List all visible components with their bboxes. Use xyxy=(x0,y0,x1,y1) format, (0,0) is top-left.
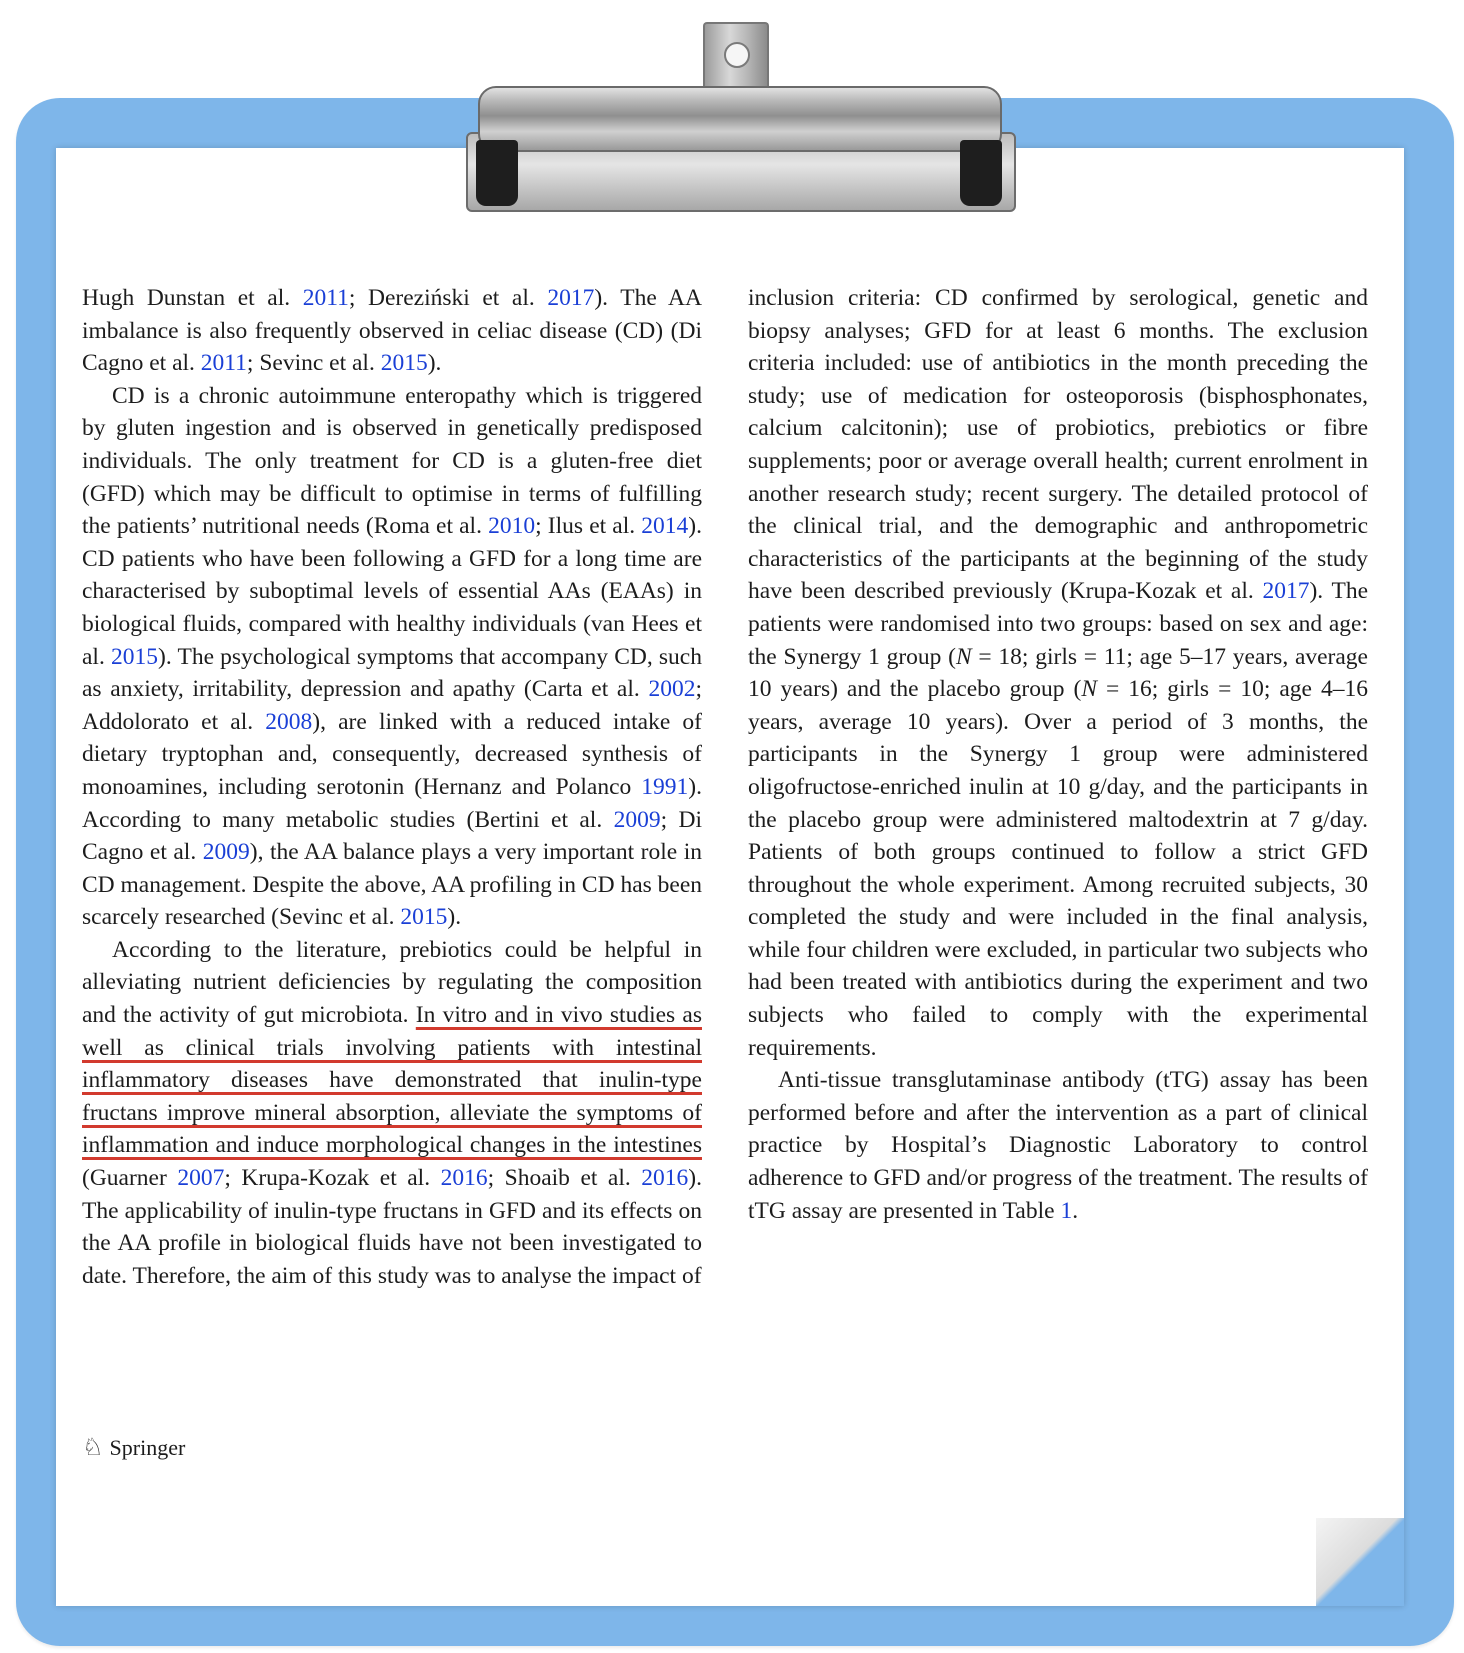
right-paragraph-2 xyxy=(748,1064,1368,1227)
citation-link[interactable]: 2011 xyxy=(302,285,349,311)
left-paragraph-1 xyxy=(82,282,702,380)
citation-link[interactable]: 2016 xyxy=(641,1165,689,1192)
text-run: ), are linked with a reduced intake of dietary tryptophan and, consequently, decreased synthesis of monoamines, including serotonin (Hernanz and Polanco xyxy=(82,708,702,800)
text-run: ; Shoaib et al. xyxy=(487,1165,642,1192)
citation-link[interactable]: 2002 xyxy=(648,676,696,703)
left-column xyxy=(82,282,702,1292)
text-run: ; Addolorato et al. xyxy=(82,676,702,735)
text-run: ; Krupa-Kozak et al. xyxy=(224,1165,441,1192)
right-column xyxy=(748,282,1368,1227)
text-run: . xyxy=(1072,1197,1079,1224)
text-run: ; Sevinc et al. xyxy=(246,350,381,377)
text-run: ). The AA imbalance is also frequently observed in celiac disease (CD) (Di Cagno et al. xyxy=(82,285,702,377)
citation-link[interactable]: 1991 xyxy=(641,773,689,800)
text-run: ; Ilus et al. xyxy=(535,513,642,540)
text-run: ; Dereziński et al. xyxy=(348,285,548,311)
text-run: = 16; girls = 10; age 4–16 years, average 10 years). Over a period of 3 months, the participants in the Synergy 1 group were administered oligofructose-enriched inulin at 10 g/day, and the participants in the placebo group were administered maltodextrin at 7 g/day. Patients of both groups continued to follow a strict GFD throughout the whole experiment. Among recruited subjects, 30 completed the study and were included in the final analysis, while four children were excluded, in particular two subjects who had been treated with antibiotics during the experiment and two subjects who failed to comply with the experimental requirements. xyxy=(748,676,1368,1061)
text-run: inclusion criteria: CD confirmed by serological, genetic and biopsy analyses; GFD for at least 6 months. The exclusion criteria included: use of antibiotics in the month preceding the study; use of medication for osteoporosis (bisphosphonates, calcium calcitonin); use of probiotics, prebiotics or fibre supplements; poor or average overall health; current enrolment in another research study; recent surgery. The detailed protocol of the clinical trial, and the demographic and anthropometric characteristics of the participants at the beginning of the study have been described previously (Krupa-Kozak et al. xyxy=(748,285,1368,605)
text-run: ). xyxy=(447,904,462,931)
citation-link[interactable]: 2008 xyxy=(265,708,313,735)
clip-hole xyxy=(724,42,750,68)
left-paragraph-2 xyxy=(82,380,702,934)
citation-link[interactable]: 2015 xyxy=(400,904,448,931)
citation-link[interactable]: 2010 xyxy=(488,513,536,540)
text-run: (Guarner xyxy=(82,1165,178,1192)
text-run: ). xyxy=(427,350,442,377)
text-run: ). According to many metabolic studies (Bertini et al. xyxy=(82,773,702,833)
citation-link[interactable]: 2011 xyxy=(200,350,247,377)
text-run: = 18; girls = 11; age 5–17 years, average 10 years) and the placebo group ( xyxy=(748,643,1368,703)
text-run: ). CD patients who have been following a GFD for a long time are characterised by suboptimal levels of essential AAs (EAAs) in biological fluids, compared with healthy individuals (van Hees et al. xyxy=(82,513,702,670)
citation-link[interactable]: 2014 xyxy=(641,513,689,540)
publisher-name: Springer xyxy=(109,1434,186,1460)
text-run: ). The applicability of inulin-type fructans in GFD and its effects on the AA profile in biological fluids have not been investigated to date. Therefore, the aim of this study was to analyse the impact of xyxy=(82,1165,702,1289)
citation-link[interactable]: 2015 xyxy=(111,643,159,670)
text-run: Hugh Dunstan et al. xyxy=(82,285,303,311)
citation-link[interactable]: 2015 xyxy=(380,350,428,377)
table-link[interactable]: 1 xyxy=(1060,1197,1073,1224)
publisher-logo xyxy=(82,1433,185,1462)
text-run: ). The patients were randomised into two groups: based on sex and age: the Synergy 1 group ( xyxy=(748,578,1368,670)
text-run: ; Di Cagno et al. xyxy=(82,806,703,866)
springer-horse-icon: ♘ xyxy=(82,1435,104,1461)
clip-lever xyxy=(478,86,1002,152)
citation-link[interactable]: 2009 xyxy=(202,839,250,866)
highlighted-sentence: In vitro and in vivo studies as well as clinical trials involving patients with intestinal inflammatory diseases have demonstrated that inulin-type fructans improve mineral absorption, alleviate the symptoms of inflammation and induce morphological changes in the intestines xyxy=(82,1002,702,1159)
citation-link[interactable]: 2017 xyxy=(547,285,595,311)
page-curl xyxy=(1316,1518,1404,1606)
text-run: Anti-tissue transglutaminase antibody (tTG) assay has been performed before and after the intervention as a part of clinical practice by Hospital’s Diagnostic Laboratory to control adherence to GFD and/or progress of the treatment. The results of tTG assay are presented in Table xyxy=(748,1067,1368,1224)
text-run: CD is a chronic autoimmune enteropathy which is triggered by gluten ingestion and is observed in genetically predisposed individuals. The only treatment for CD is a gluten-free diet (GFD) which may be difficult to optimise in terms of fulfilling the patients’ nutritional needs (Roma et al. xyxy=(82,382,702,540)
citation-link[interactable]: 2009 xyxy=(613,806,661,833)
clip-foot-left xyxy=(476,140,518,206)
text-run: ). The psychological symptoms that accompany CD, such as anxiety, irritability, depression and apathy (Carta et al. xyxy=(82,643,702,703)
text-run: ), the AA balance plays a very important role in CD management. Despite the above, AA profiling in CD has been scarcely researched (Sevinc et al. xyxy=(82,839,703,931)
citation-link[interactable]: 2017 xyxy=(1262,578,1310,605)
right-paragraph-1 xyxy=(748,282,1368,1064)
text-run: According to the literature, prebiotics could be helpful in alleviating nutrient deficiencies by regulating the composition and the activity of gut microbiota. xyxy=(82,936,702,1029)
clip-foot-right xyxy=(960,140,1002,206)
citation-link[interactable]: 2016 xyxy=(440,1165,488,1192)
italic-symbol: N xyxy=(956,643,972,670)
left-paragraph-3 xyxy=(82,934,702,1293)
citation-link[interactable]: 2007 xyxy=(177,1165,225,1192)
italic-symbol: N xyxy=(1081,676,1097,703)
